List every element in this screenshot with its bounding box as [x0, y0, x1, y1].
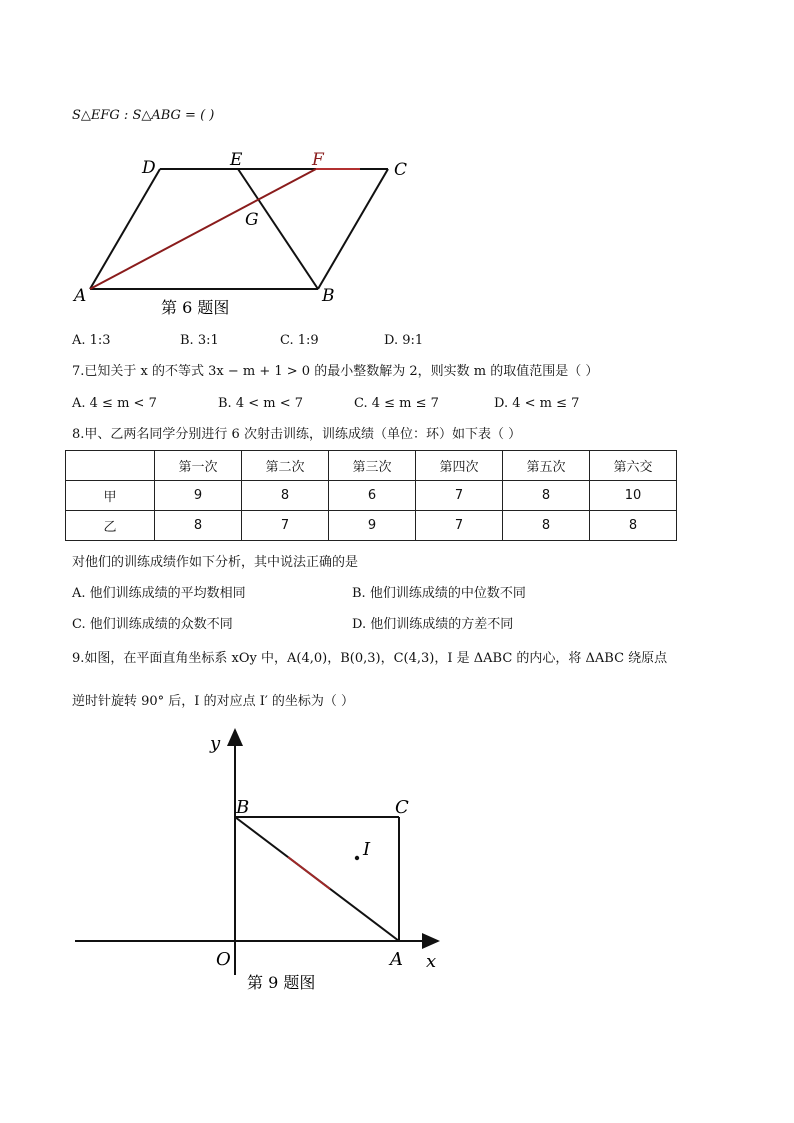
q6-option-c[interactable]: C. 1:9 [280, 333, 319, 348]
q6-label-f: F [312, 150, 324, 170]
table-cell: 乙 [66, 511, 155, 541]
table-cell: 7 [242, 511, 329, 541]
table-cell: 7 [416, 511, 503, 541]
q8-option-c[interactable]: C. 他们训练成绩的众数不同 [72, 617, 233, 632]
table-cell: 甲 [66, 481, 155, 511]
q6-option-a[interactable]: A. 1:3 [72, 333, 111, 348]
table-row [66, 511, 677, 541]
q6-parallelogram-figure [60, 145, 430, 325]
q7-option-b[interactable]: B. 4 < m < 7 [218, 396, 304, 411]
q7-stem: 7.已知关于 x 的不等式 3x − m + 1 > 0 的最小整数解为 2，则实数 m 的取值范围是（ ） [72, 364, 599, 379]
table-cell: 6 [329, 481, 416, 511]
q9-coordinate-figure [70, 725, 450, 1000]
q8-option-d[interactable]: D. 他们训练成绩的方差不同 [352, 617, 514, 632]
q6-label-b: B [322, 286, 335, 306]
q9-label-b: B [236, 797, 250, 818]
q7-option-a[interactable]: A. 4 ≤ m < 7 [72, 396, 157, 411]
table-cell: 8 [503, 511, 590, 541]
table-cell: 10 [590, 481, 677, 511]
q9-label-o: O [216, 949, 231, 970]
q9-stem-line1: 9.如图，在平面直角坐标系 xOy 中，A(4,0)，B(0,3)，C(4,3)，I 是 ΔABC 的内心，将 ΔABC 绕原点 [72, 651, 668, 666]
q9-incenter-point [355, 856, 359, 860]
table-row [66, 481, 677, 511]
table-cell: 7 [416, 481, 503, 511]
table-cell: 9 [329, 511, 416, 541]
q9-label-i: I [363, 839, 371, 860]
table-cell: 9 [155, 481, 242, 511]
q6-label-c: C [394, 160, 408, 180]
q6-label-e: E [230, 150, 243, 170]
q8-option-b[interactable]: B. 他们训练成绩的中位数不同 [352, 586, 526, 601]
table-cell: 8 [590, 511, 677, 541]
table-header-cell: 第一次 [155, 451, 242, 481]
q9-stem-line2: 逆时针旋转 90° 后，I 的对应点 I′ 的坐标为（ ） [72, 694, 355, 709]
table-header-row [66, 451, 677, 481]
q6-option-b[interactable]: B. 3:1 [180, 333, 219, 348]
q9-segment-ba-accent [288, 857, 330, 889]
q6-ratio-expression: S△EFG : S△ABG = ( ) [72, 108, 215, 123]
q8-stem: 8.甲、乙两名同学分别进行 6 次射击训练，训练成绩（单位：环）如下表（ ） [72, 427, 522, 442]
q6-side-cb [318, 169, 388, 289]
q6-label-g: G [245, 210, 259, 230]
q9-label-c: C [395, 797, 409, 818]
table-header-cell: 第五次 [503, 451, 590, 481]
table-cell: 8 [155, 511, 242, 541]
table-header-cell: 第六交 [590, 451, 677, 481]
q6-figure-caption: 第 6 题图 [161, 298, 230, 317]
table-header-cell [66, 451, 155, 481]
q6-option-d[interactable]: D. 9:1 [384, 333, 424, 348]
table-header-cell: 第四次 [416, 451, 503, 481]
table-header-cell: 第三次 [329, 451, 416, 481]
q6-label-a: A [74, 286, 87, 306]
q7-option-d[interactable]: D. 4 < m ≤ 7 [494, 396, 580, 411]
q6-label-d: D [142, 158, 156, 178]
table-header-cell: 第二次 [242, 451, 329, 481]
q9-figure-caption: 第 9 题图 [247, 973, 316, 992]
table-cell: 8 [242, 481, 329, 511]
q9-label-x: x [426, 951, 437, 972]
q8-analysis: 对他们的训练成绩作如下分析，其中说法正确的是 [72, 555, 359, 570]
q9-label-y: y [210, 733, 221, 754]
q8-option-a[interactable]: A. 他们训练成绩的平均数相同 [72, 586, 246, 601]
q8-score-table [65, 450, 677, 541]
q7-option-c[interactable]: C. 4 ≤ m ≤ 7 [354, 396, 439, 411]
table-cell: 8 [503, 481, 590, 511]
q9-label-a: A [390, 949, 403, 970]
